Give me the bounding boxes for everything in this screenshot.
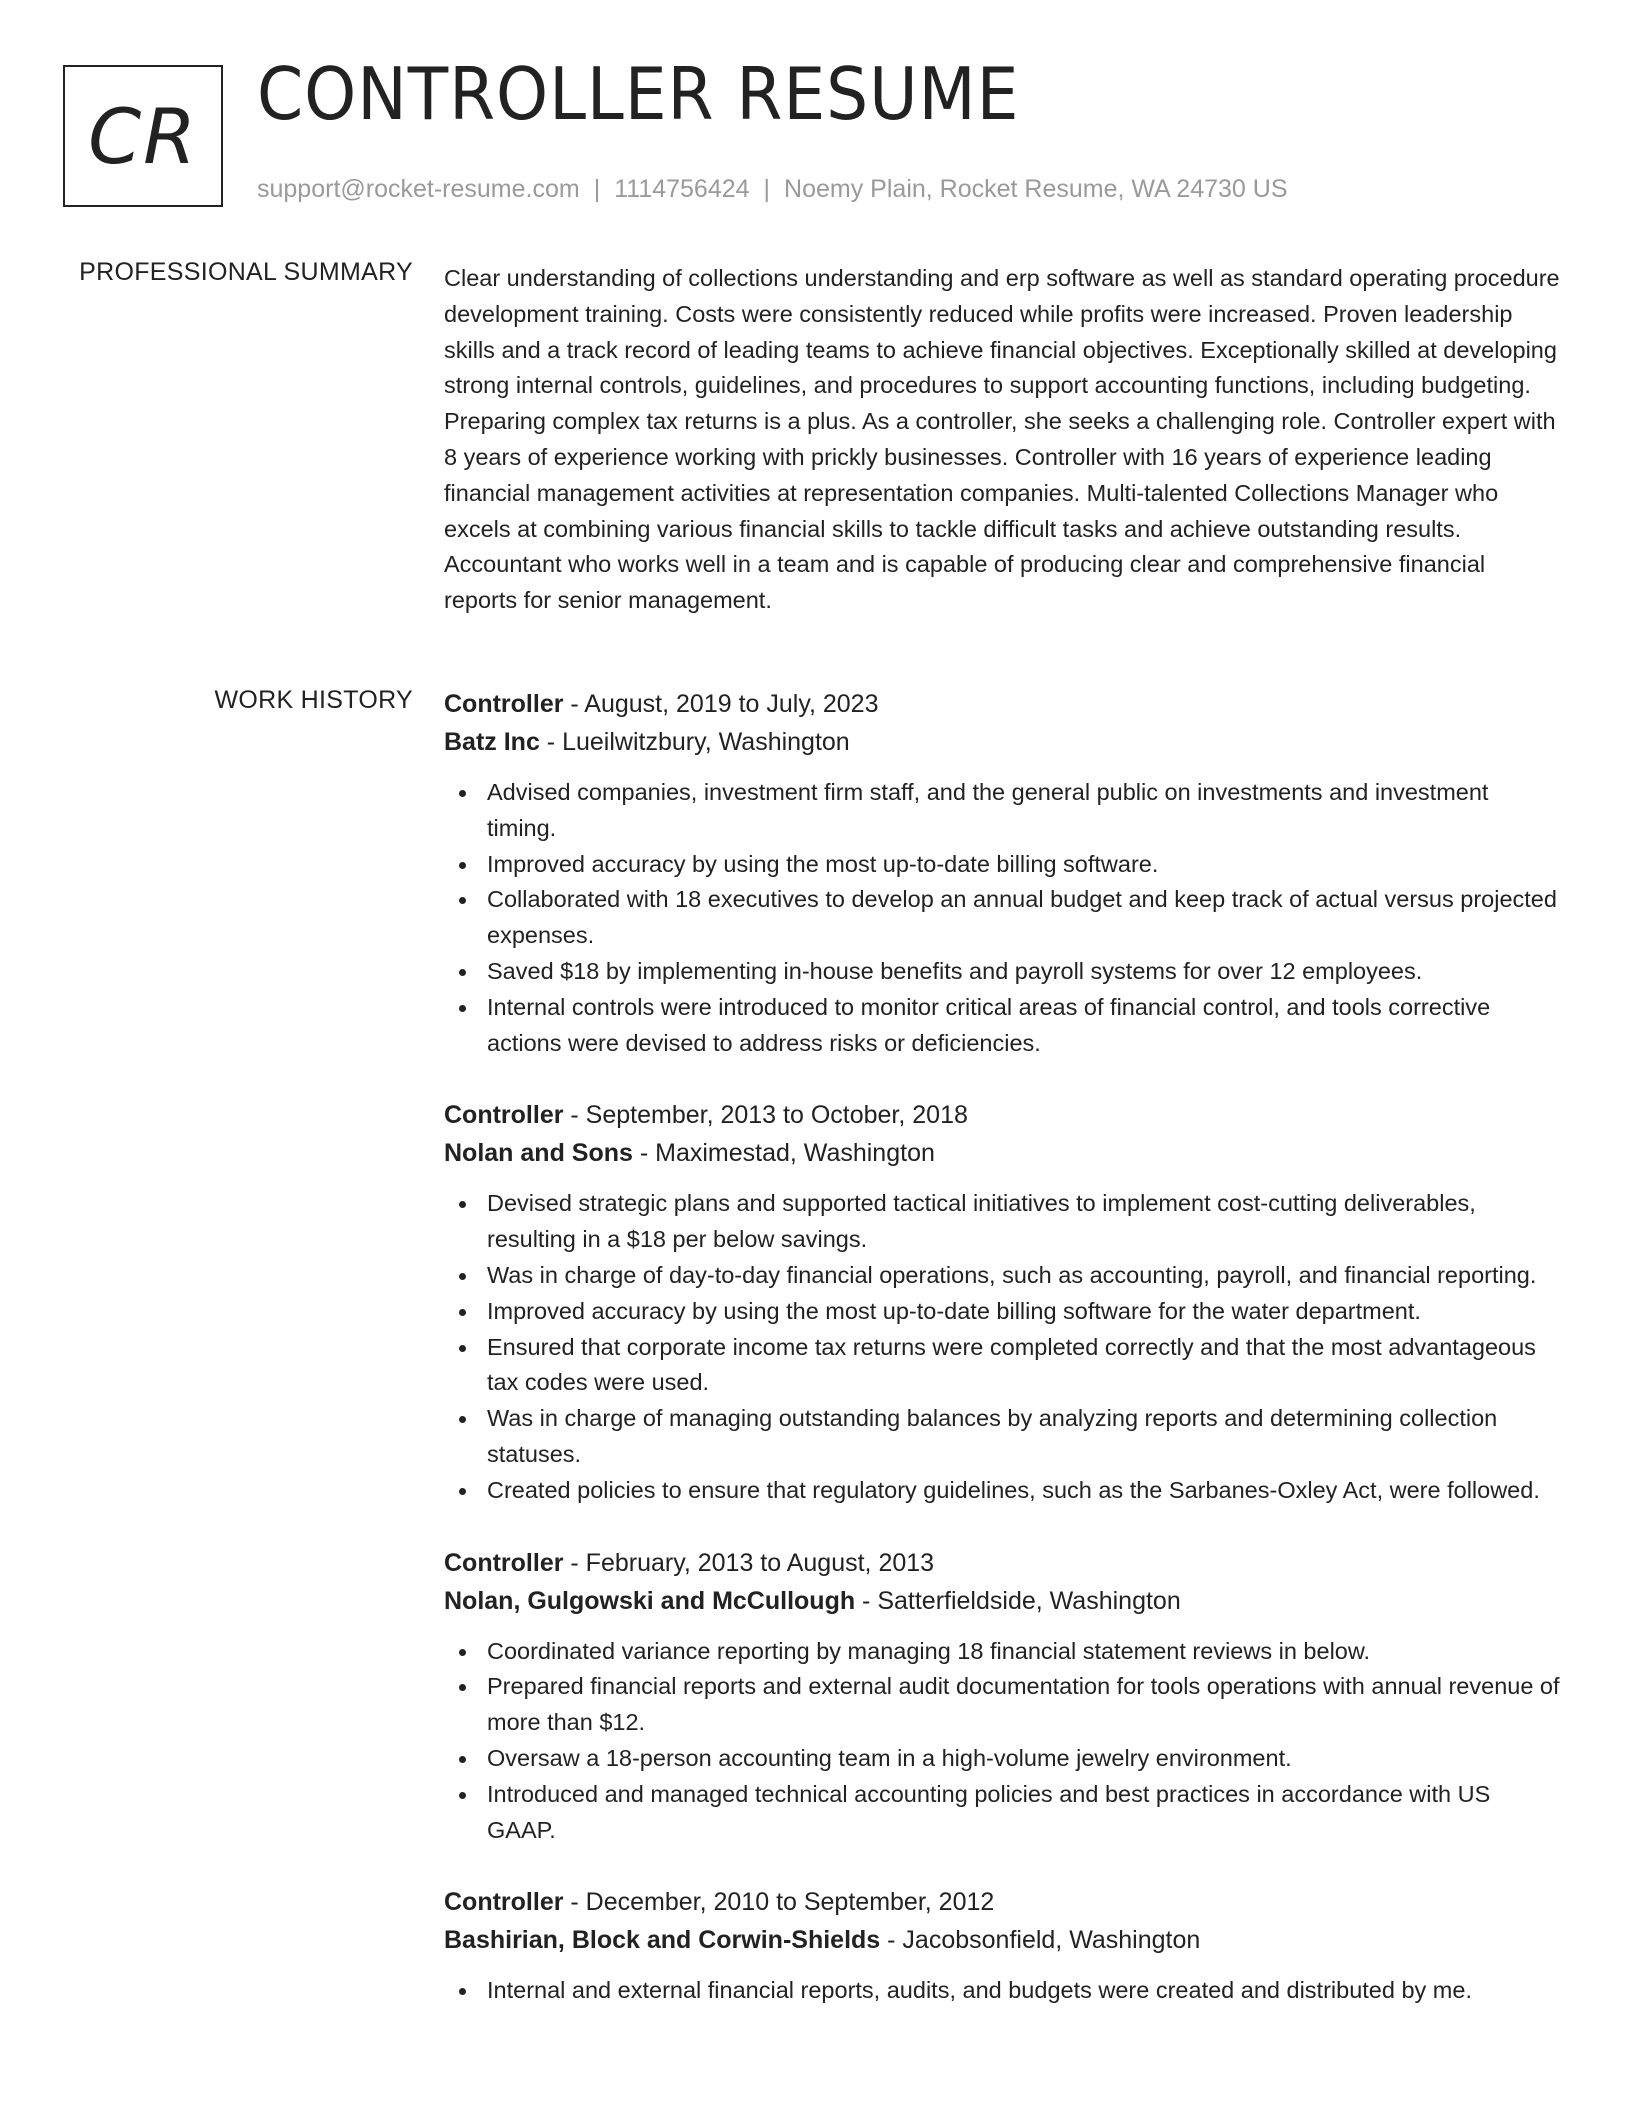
job-title: Controller [444, 690, 564, 718]
job-dates: - August, 2019 to July, 2023 [563, 690, 879, 718]
job-dates: - February, 2013 to August, 2013 [563, 1548, 935, 1577]
summary-text: Clear understanding of collections understanding and erp software as well as standard operating procedure development training. Costs were consistently reduced while profits were increased. Proven leadership skills and a track record of leading teams to achieve financial objectives. Exceptionally skilled at developing strong internal controls, guidelines, and procedures to support accounting functions, including budgeting. Preparing complex tax returns is a plus. As a controller, she seeks a challenging role. Controller expert with 8 years of experience working with prickly businesses. Controller with 16 years of experience leading financial management activities at representation companies. Multi-talented Collections Manager who excels at combining various financial skills to tackle difficult tasks and achieve outstanding results. Accountant who works well in a team and is capable of producing clear and comprehensive financial reports for senior management. [444, 265, 1560, 614]
work-history-list [444, 685, 1564, 2044]
job-bullet: Internal controls were introduced to monitor critical areas of financial control, and tools corrective actions were devised to address risks or deficiencies. [444, 990, 1564, 1062]
job-company: Bashirian, Block and Corwin-Shields [444, 1926, 881, 1955]
job-entry [444, 1096, 1564, 1508]
job-bullet: Saved $18 by implementing in-house benefits and payroll systems for over 12 employees. [444, 954, 1564, 990]
job-bullet-list [444, 1634, 1564, 1849]
page-title: CONTROLLER RESUME [257, 52, 1020, 136]
job-bullet: Ensured that corporate income tax returns were completed correctly and that the most advantageous tax codes were used. [444, 1330, 1564, 1402]
job-title-line [444, 1096, 1564, 1134]
job-bullet: Introduced and managed technical accounting policies and best practices in accordance with US GAAP. [444, 1777, 1564, 1849]
contact-info [257, 175, 1288, 204]
monogram-logo: CR [63, 65, 223, 207]
job-dates: - September, 2013 to October, 2018 [563, 1101, 968, 1130]
job-company: Batz Inc [444, 728, 540, 756]
job-bullet-list [444, 1973, 1564, 2009]
job-entry [444, 685, 1564, 1061]
job-bullet: Prepared financial reports and external audit documentation for tools operations with annual revenue of more than $12. [444, 1669, 1564, 1741]
job-company: Nolan and Sons [444, 1139, 633, 1168]
job-title-line [444, 1883, 1564, 1921]
job-bullet: Devised strategic plans and supported tactical initiatives to implement cost-cutting deliverables, resulting in a $18 per below savings. [444, 1186, 1564, 1258]
contact-address: Noemy Plain, Rocket Resume, WA 24730 US [784, 175, 1288, 203]
job-entry [444, 1544, 1564, 1849]
job-bullet: Coordinated variance reporting by managing 18 financial statement reviews in below. [444, 1634, 1564, 1670]
job-bullet: Improved accuracy by using the most up-to-date billing software for the water department. [444, 1294, 1564, 1330]
job-bullet-list [444, 1186, 1564, 1508]
job-bullet: Was in charge of day-to-day financial operations, such as accounting, payroll, and financial reporting. [444, 1258, 1564, 1294]
contact-separator: | [763, 175, 771, 203]
job-company-line [444, 1921, 1564, 1959]
contact-phone[interactable]: 1114756424 [614, 175, 750, 203]
job-location: - Maximestad, Washington [632, 1139, 935, 1168]
job-company-line [444, 723, 1564, 761]
job-title: Controller [444, 1101, 564, 1130]
job-location: - Lueilwitzbury, Washington [539, 728, 850, 756]
job-bullet: Collaborated with 18 executives to develop an annual budget and keep track of actual versus projected expenses. [444, 882, 1564, 954]
summary-section-label: PROFESSIONAL SUMMARY [79, 258, 413, 286]
job-title-line [444, 685, 1564, 723]
job-entry [444, 1883, 1564, 2009]
work-history-section-label: WORK HISTORY [214, 686, 413, 714]
contact-separator: | [593, 175, 601, 203]
job-dates: - December, 2010 to September, 2012 [563, 1888, 995, 1917]
job-title: Controller [444, 1548, 564, 1577]
job-company-line [444, 1134, 1564, 1172]
job-company-line [444, 1582, 1564, 1620]
job-bullet: Oversaw a 18-person accounting team in a high-volume jewelry environment. [444, 1741, 1564, 1777]
job-location: - Jacobsonfield, Washington [880, 1926, 1201, 1955]
job-bullet: Internal and external financial reports, audits, and budgets were created and distributed by me. [444, 1973, 1564, 2009]
job-bullet: Was in charge of managing outstanding balances by analyzing reports and determining collection statuses. [444, 1401, 1564, 1473]
job-bullet: Improved accuracy by using the most up-to-date billing software. [444, 847, 1564, 883]
contact-email[interactable]: support@rocket-resume.com [257, 175, 580, 203]
job-title: Controller [444, 1888, 564, 1917]
job-bullet-list [444, 775, 1564, 1061]
job-location: - Satterfieldside, Washington [855, 1586, 1181, 1615]
job-title-line [444, 1544, 1564, 1582]
job-bullet: Advised companies, investment firm staff, and the general public on investments and investment timing. [444, 775, 1564, 847]
job-bullet: Created policies to ensure that regulatory guidelines, such as the Sarbanes-Oxley Act, were followed. [444, 1473, 1564, 1509]
job-company: Nolan, Gulgowski and McCullough [444, 1586, 856, 1615]
